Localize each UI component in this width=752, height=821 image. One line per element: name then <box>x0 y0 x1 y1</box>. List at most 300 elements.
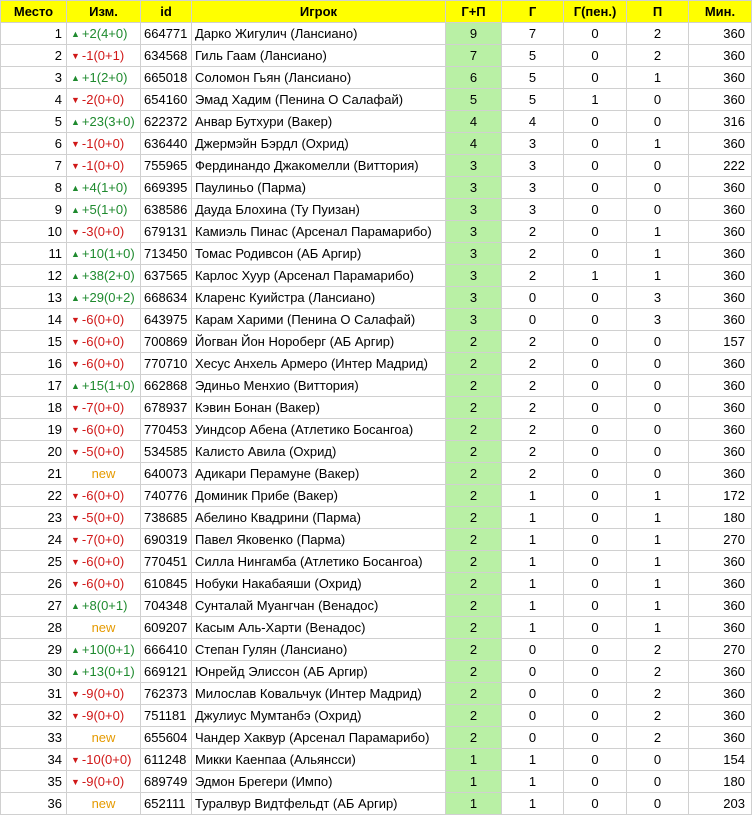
change-value: -6(0+0) <box>81 553 125 569</box>
id-cell: 755965 <box>141 155 192 177</box>
header-goals[interactable]: Г <box>502 1 564 23</box>
place-cell: 18 <box>1 397 67 419</box>
assists-cell: 0 <box>627 177 689 199</box>
table-row[interactable] <box>1 309 752 331</box>
table-row[interactable] <box>1 793 752 815</box>
id-cell: 640073 <box>141 463 192 485</box>
player-cell: Томас Родивсон (АБ Аргир) <box>192 243 446 265</box>
goals-cell: 1 <box>502 749 564 771</box>
pen-goals-cell: 0 <box>564 331 627 353</box>
table-row[interactable] <box>1 419 752 441</box>
triangle-down-icon: ▼ <box>71 512 80 523</box>
id-cell: 689749 <box>141 771 192 793</box>
change-cell <box>67 375 141 397</box>
pen-goals-cell: 0 <box>564 683 627 705</box>
goals-cell: 3 <box>502 155 564 177</box>
assists-cell: 1 <box>627 243 689 265</box>
gp-cell: 3 <box>446 243 502 265</box>
id-cell: 662868 <box>141 375 192 397</box>
table-row[interactable] <box>1 485 752 507</box>
player-cell: Анвар Бутхури (Вакер) <box>192 111 446 133</box>
minutes-cell: 360 <box>689 221 752 243</box>
assists-cell: 0 <box>627 749 689 771</box>
gp-cell: 7 <box>446 45 502 67</box>
place-cell: 16 <box>1 353 67 375</box>
table-row[interactable] <box>1 661 752 683</box>
goals-cell: 0 <box>502 705 564 727</box>
gp-cell: 2 <box>446 485 502 507</box>
place-cell: 24 <box>1 529 67 551</box>
change-cell <box>67 331 141 353</box>
minutes-cell: 360 <box>689 199 752 221</box>
change-value: -9(0+0) <box>81 707 125 723</box>
goals-cell: 3 <box>502 177 564 199</box>
assists-cell: 1 <box>627 265 689 287</box>
table-row[interactable] <box>1 89 752 111</box>
player-cell: Эдмон Брегери (Импо) <box>192 771 446 793</box>
place-cell: 7 <box>1 155 67 177</box>
player-cell: Доминик Прибе (Вакер) <box>192 485 446 507</box>
triangle-down-icon: ▼ <box>71 336 80 347</box>
change-value: -6(0+0) <box>81 487 125 503</box>
minutes-cell: 154 <box>689 749 752 771</box>
pen-goals-cell: 0 <box>564 639 627 661</box>
assists-cell: 3 <box>627 309 689 331</box>
change-value: -6(0+0) <box>81 575 125 591</box>
player-cell: Микки Каенпаа (Альянсси) <box>192 749 446 771</box>
goals-cell: 3 <box>502 133 564 155</box>
id-cell: 652111 <box>141 793 192 815</box>
minutes-cell: 360 <box>689 89 752 111</box>
assists-cell: 2 <box>627 45 689 67</box>
player-cell: Павел Яковенко (Парма) <box>192 529 446 551</box>
player-cell: Эмад Хадим (Пенина О Салафай) <box>192 89 446 111</box>
change-cell <box>67 727 141 749</box>
assists-cell: 1 <box>627 595 689 617</box>
gp-cell: 3 <box>446 155 502 177</box>
table-row[interactable] <box>1 133 752 155</box>
minutes-cell: 360 <box>689 397 752 419</box>
assists-cell: 2 <box>627 683 689 705</box>
pen-goals-cell: 0 <box>564 419 627 441</box>
assists-cell: 0 <box>627 375 689 397</box>
triangle-down-icon: ▼ <box>71 94 80 105</box>
assists-cell: 1 <box>627 507 689 529</box>
triangle-up-icon: ▲ <box>71 72 80 83</box>
change-cell <box>67 463 141 485</box>
assists-cell: 0 <box>627 199 689 221</box>
pen-goals-cell: 0 <box>564 529 627 551</box>
assists-cell: 1 <box>627 617 689 639</box>
change-value: -6(0+0) <box>81 355 125 371</box>
player-cell: Юнрейд Элиссон (АБ Аргир) <box>192 661 446 683</box>
change-cell <box>67 749 141 771</box>
minutes-cell: 360 <box>689 441 752 463</box>
minutes-cell: 360 <box>689 177 752 199</box>
triangle-down-icon: ▼ <box>71 50 80 61</box>
pen-goals-cell: 0 <box>564 199 627 221</box>
header-pen-goals[interactable]: Г(пен.) <box>564 1 627 23</box>
change-cell <box>67 793 141 815</box>
change-value: -2(0+0) <box>81 91 125 107</box>
assists-cell: 1 <box>627 133 689 155</box>
id-cell: 655604 <box>141 727 192 749</box>
header-id[interactable]: id <box>141 1 192 23</box>
change-cell <box>67 397 141 419</box>
goals-cell: 1 <box>502 771 564 793</box>
triangle-down-icon: ▼ <box>71 138 80 149</box>
minutes-cell: 360 <box>689 661 752 683</box>
id-cell: 678937 <box>141 397 192 419</box>
gp-cell: 5 <box>446 89 502 111</box>
goals-cell: 5 <box>502 67 564 89</box>
table-row[interactable] <box>1 749 752 771</box>
gp-cell: 3 <box>446 287 502 309</box>
table-row[interactable] <box>1 177 752 199</box>
player-cell: Кларенс Куийстра (Лансиано) <box>192 287 446 309</box>
minutes-cell: 360 <box>689 287 752 309</box>
pen-goals-cell: 0 <box>564 133 627 155</box>
gp-cell: 2 <box>446 727 502 749</box>
table-row[interactable] <box>1 441 752 463</box>
change-cell <box>67 221 141 243</box>
triangle-down-icon: ▼ <box>71 424 80 435</box>
pen-goals-cell: 0 <box>564 309 627 331</box>
place-cell: 4 <box>1 89 67 111</box>
place-cell: 31 <box>1 683 67 705</box>
minutes-cell: 180 <box>689 507 752 529</box>
place-cell: 17 <box>1 375 67 397</box>
change-cell <box>67 23 141 45</box>
table-row[interactable] <box>1 331 752 353</box>
table-row[interactable] <box>1 683 752 705</box>
gp-cell: 2 <box>446 573 502 595</box>
change-value: -7(0+0) <box>81 531 125 547</box>
goals-cell: 0 <box>502 309 564 331</box>
minutes-cell: 360 <box>689 595 752 617</box>
assists-cell: 2 <box>627 727 689 749</box>
goals-cell: 2 <box>502 353 564 375</box>
table-row[interactable] <box>1 529 752 551</box>
gp-cell: 3 <box>446 221 502 243</box>
change-value: +2(4+0) <box>81 25 128 41</box>
place-cell: 11 <box>1 243 67 265</box>
place-cell: 22 <box>1 485 67 507</box>
table-row[interactable] <box>1 507 752 529</box>
change-cell <box>67 287 141 309</box>
minutes-cell: 360 <box>689 133 752 155</box>
change-cell <box>67 529 141 551</box>
table-row[interactable] <box>1 375 752 397</box>
change-cell <box>67 177 141 199</box>
header-minutes[interactable]: Мин. <box>689 1 752 23</box>
table-row[interactable] <box>1 551 752 573</box>
triangle-up-icon: ▲ <box>71 116 80 127</box>
pen-goals-cell: 0 <box>564 705 627 727</box>
triangle-up-icon: ▲ <box>71 204 80 215</box>
assists-cell: 0 <box>627 419 689 441</box>
table-body <box>1 23 752 815</box>
minutes-cell: 360 <box>689 243 752 265</box>
player-cell: Соломон Гьян (Лансиано) <box>192 67 446 89</box>
minutes-cell: 360 <box>689 375 752 397</box>
triangle-down-icon: ▼ <box>71 688 80 699</box>
change-cell <box>67 353 141 375</box>
place-cell: 14 <box>1 309 67 331</box>
minutes-cell: 360 <box>689 419 752 441</box>
table-row[interactable] <box>1 595 752 617</box>
gp-cell: 3 <box>446 199 502 221</box>
change-cell <box>67 67 141 89</box>
id-cell: 610845 <box>141 573 192 595</box>
id-cell: 622372 <box>141 111 192 133</box>
assists-cell: 0 <box>627 353 689 375</box>
change-value: +29(0+2) <box>81 289 135 305</box>
goals-cell: 2 <box>502 463 564 485</box>
goals-cell: 1 <box>502 507 564 529</box>
change-value: +4(1+0) <box>81 179 128 195</box>
player-cell: Сунталай Муангчан (Венадос) <box>192 595 446 617</box>
minutes-cell: 360 <box>689 683 752 705</box>
place-cell: 5 <box>1 111 67 133</box>
minutes-cell: 316 <box>689 111 752 133</box>
triangle-up-icon: ▲ <box>71 248 80 259</box>
table-row[interactable] <box>1 463 752 485</box>
goals-cell: 1 <box>502 551 564 573</box>
pen-goals-cell: 0 <box>564 221 627 243</box>
minutes-cell: 360 <box>689 67 752 89</box>
triangle-down-icon: ▼ <box>71 446 80 457</box>
goals-cell: 1 <box>502 617 564 639</box>
table-row[interactable] <box>1 397 752 419</box>
change-cell <box>67 243 141 265</box>
pen-goals-cell: 0 <box>564 463 627 485</box>
assists-cell: 2 <box>627 661 689 683</box>
table-row[interactable] <box>1 573 752 595</box>
player-cell: Карлос Хуур (Арсенал Парамарибо) <box>192 265 446 287</box>
id-cell: 770453 <box>141 419 192 441</box>
player-cell: Хесус Анхель Армеро (Интер Мадрид) <box>192 353 446 375</box>
table-row[interactable] <box>1 67 752 89</box>
change-value: -5(0+0) <box>81 443 125 459</box>
change-cell <box>67 441 141 463</box>
gp-cell: 1 <box>446 771 502 793</box>
triangle-down-icon: ▼ <box>71 358 80 369</box>
gp-cell: 2 <box>446 419 502 441</box>
change-cell <box>67 111 141 133</box>
table-row[interactable] <box>1 199 752 221</box>
change-cell <box>67 683 141 705</box>
change-cell <box>67 661 141 683</box>
change-value: +10(0+1) <box>81 641 135 657</box>
header-change[interactable]: Изм. <box>67 1 141 23</box>
goals-cell: 0 <box>502 639 564 661</box>
gp-cell: 2 <box>446 661 502 683</box>
minutes-cell: 360 <box>689 353 752 375</box>
player-cell: Силла Нингамба (Атлетико Босангоа) <box>192 551 446 573</box>
table-row[interactable] <box>1 111 752 133</box>
triangle-up-icon: ▲ <box>71 600 80 611</box>
gp-cell: 3 <box>446 177 502 199</box>
assists-cell: 2 <box>627 23 689 45</box>
minutes-cell: 270 <box>689 529 752 551</box>
change-value: +8(0+1) <box>81 597 128 613</box>
change-cell <box>67 507 141 529</box>
triangle-up-icon: ▲ <box>71 644 80 655</box>
pen-goals-cell: 0 <box>564 507 627 529</box>
goals-cell: 0 <box>502 661 564 683</box>
table-row[interactable] <box>1 705 752 727</box>
minutes-cell: 203 <box>689 793 752 815</box>
place-cell: 26 <box>1 573 67 595</box>
change-cell <box>67 639 141 661</box>
change-value: -1(0+0) <box>81 157 125 173</box>
table-row[interactable] <box>1 771 752 793</box>
table-row[interactable] <box>1 221 752 243</box>
table-row[interactable] <box>1 155 752 177</box>
table-row[interactable] <box>1 639 752 661</box>
assists-cell: 0 <box>627 331 689 353</box>
minutes-cell: 180 <box>689 771 752 793</box>
goals-cell: 5 <box>502 45 564 67</box>
new-badge: new <box>91 619 116 635</box>
table-row[interactable] <box>1 727 752 749</box>
assists-cell: 0 <box>627 771 689 793</box>
table-row[interactable] <box>1 243 752 265</box>
new-badge: new <box>91 795 116 811</box>
table-row[interactable] <box>1 617 752 639</box>
triangle-down-icon: ▼ <box>71 556 80 567</box>
player-cell: Джермэйн Бэрдл (Охрид) <box>192 133 446 155</box>
place-cell: 6 <box>1 133 67 155</box>
header-gp[interactable]: Г+П <box>446 1 502 23</box>
header-assists[interactable]: П <box>627 1 689 23</box>
change-cell <box>67 595 141 617</box>
gp-cell: 3 <box>446 309 502 331</box>
pen-goals-cell: 1 <box>564 265 627 287</box>
triangle-up-icon: ▲ <box>71 270 80 281</box>
change-value: -9(0+0) <box>81 773 125 789</box>
change-value: -5(0+0) <box>81 509 125 525</box>
header-place[interactable]: Место <box>1 1 67 23</box>
header-player[interactable]: Игрок <box>192 1 446 23</box>
change-value: +1(2+0) <box>81 69 128 85</box>
goals-cell: 0 <box>502 287 564 309</box>
pen-goals-cell: 0 <box>564 441 627 463</box>
goals-cell: 2 <box>502 441 564 463</box>
id-cell: 679131 <box>141 221 192 243</box>
id-cell: 770710 <box>141 353 192 375</box>
goals-cell: 3 <box>502 199 564 221</box>
player-cell: Фердинандо Джакомелли (Виттория) <box>192 155 446 177</box>
assists-cell: 1 <box>627 573 689 595</box>
goals-cell: 2 <box>502 331 564 353</box>
goals-cell: 1 <box>502 573 564 595</box>
triangle-down-icon: ▼ <box>71 776 80 787</box>
minutes-cell: 360 <box>689 309 752 331</box>
id-cell: 669121 <box>141 661 192 683</box>
gp-cell: 2 <box>446 353 502 375</box>
pen-goals-cell: 0 <box>564 749 627 771</box>
gp-cell: 2 <box>446 441 502 463</box>
minutes-cell: 360 <box>689 265 752 287</box>
pen-goals-cell: 0 <box>564 397 627 419</box>
player-cell: Йогван Йон Нороберг (АБ Аргир) <box>192 331 446 353</box>
change-cell <box>67 485 141 507</box>
table-row[interactable] <box>1 353 752 375</box>
change-value: -10(0+0) <box>81 751 132 767</box>
id-cell: 666410 <box>141 639 192 661</box>
place-cell: 28 <box>1 617 67 639</box>
table-row[interactable] <box>1 287 752 309</box>
player-cell: Степан Гулян (Лансиано) <box>192 639 446 661</box>
id-cell: 738685 <box>141 507 192 529</box>
place-cell: 34 <box>1 749 67 771</box>
table-row[interactable] <box>1 45 752 67</box>
goals-cell: 2 <box>502 419 564 441</box>
id-cell: 638586 <box>141 199 192 221</box>
assists-cell: 1 <box>627 221 689 243</box>
id-cell: 534585 <box>141 441 192 463</box>
assists-cell: 2 <box>627 705 689 727</box>
gp-cell: 2 <box>446 617 502 639</box>
place-cell: 2 <box>1 45 67 67</box>
pen-goals-cell: 0 <box>564 155 627 177</box>
assists-cell: 1 <box>627 67 689 89</box>
id-cell: 770451 <box>141 551 192 573</box>
pen-goals-cell: 0 <box>564 243 627 265</box>
minutes-cell: 270 <box>689 639 752 661</box>
pen-goals-cell: 0 <box>564 287 627 309</box>
place-cell: 3 <box>1 67 67 89</box>
goals-cell: 2 <box>502 221 564 243</box>
change-value: -1(0+0) <box>81 135 125 151</box>
player-cell: Дауда Блохина (Ту Пуизан) <box>192 199 446 221</box>
player-cell: Гиль Гаам (Лансиано) <box>192 45 446 67</box>
gp-cell: 6 <box>446 67 502 89</box>
gp-cell: 9 <box>446 23 502 45</box>
assists-cell: 1 <box>627 485 689 507</box>
id-cell: 740776 <box>141 485 192 507</box>
table-row[interactable] <box>1 23 752 45</box>
place-cell: 20 <box>1 441 67 463</box>
gp-cell: 2 <box>446 551 502 573</box>
change-value: -6(0+0) <box>81 421 125 437</box>
triangle-down-icon: ▼ <box>71 754 80 765</box>
goals-cell: 2 <box>502 375 564 397</box>
table-row[interactable] <box>1 265 752 287</box>
id-cell: 704348 <box>141 595 192 617</box>
id-cell: 751181 <box>141 705 192 727</box>
goals-cell: 1 <box>502 485 564 507</box>
gp-cell: 2 <box>446 397 502 419</box>
triangle-down-icon: ▼ <box>71 490 80 501</box>
change-cell <box>67 419 141 441</box>
goals-cell: 2 <box>502 243 564 265</box>
goals-cell: 2 <box>502 265 564 287</box>
gp-cell: 2 <box>446 683 502 705</box>
player-cell: Эдиньо Менхио (Виттория) <box>192 375 446 397</box>
assists-cell: 0 <box>627 155 689 177</box>
triangle-up-icon: ▲ <box>71 182 80 193</box>
triangle-up-icon: ▲ <box>71 380 80 391</box>
assists-cell: 0 <box>627 111 689 133</box>
change-cell <box>67 45 141 67</box>
player-cell: Камиэль Пинас (Арсенал Парамарибо) <box>192 221 446 243</box>
change-cell <box>67 573 141 595</box>
minutes-cell: 360 <box>689 573 752 595</box>
id-cell: 643975 <box>141 309 192 331</box>
